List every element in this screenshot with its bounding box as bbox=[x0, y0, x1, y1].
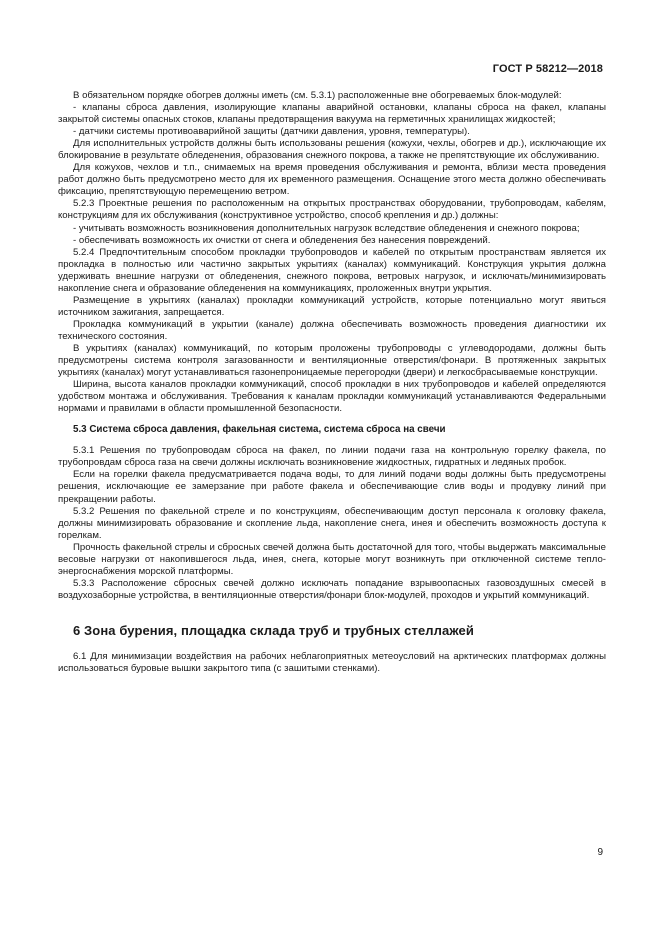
paragraph: Прочность факельной стрелы и сбросных свечей должна быть достаточной для того, чтобы выдержать максимальные весовые нагрузки от накопившегося льда, инея, снега, которые могут возникнуть при отключенной системе тепло- энергоснабжения морской платформы. bbox=[58, 541, 606, 577]
list-item: - клапаны сброса давления, изолирующие клапаны аварийной остановки, клапаны сброса на факел, клапаны закрытой системы опасных стоков, клапаны предотвращения вакуума на герметичных хранилищах жидкостей; bbox=[58, 102, 606, 126]
page-body bbox=[58, 90, 606, 675]
paragraph: Прокладка коммуникаций в укрытии (канале) должна обеспечивать возможность проведения диагностики их технического состояния. bbox=[58, 318, 606, 342]
document-code: ГОСТ Р 58212—2018 bbox=[492, 63, 603, 75]
paragraph: 5.3.3 Расположение сбросных свечей должно исключать попадание взрывоопасных газовоздушных смесей в воздухозаборные устройства, в вентиляционные отверстия/фонари блок-модулей, проходов и укрытий коммуникаций. bbox=[58, 577, 606, 601]
list-item: - датчики системы противоаварийной защиты (датчики давления, уровня, температуры). bbox=[73, 126, 470, 138]
paragraph: Для кожухов, чехлов и т.п., снимаемых на время проведения обслуживания и ремонта, вблизи места проведения работ должно быть предусмотрено место для их временного размещения. Оснащение этого места должно обеспечивать фиксацию, препятствующую перемещению ветром. bbox=[58, 162, 606, 198]
list-item: - учитывать возможность возникновения дополнительных нагрузок вследствие обледенения и снежного покрова; bbox=[73, 222, 580, 234]
section-heading-6: 6 Зона бурения, площадка склада труб и трубных стеллажей bbox=[73, 622, 474, 638]
list-item: - обеспечивать возможность их очистки от снега и обледенения без нанесения повреждений. bbox=[73, 234, 491, 246]
paragraph: Размещение в укрытиях (каналах) прокладки коммуникаций устройств, которые потенциально могут явиться источником зажигания, запрещается. bbox=[58, 294, 606, 318]
paragraph: Для исполнительных устройств должны быть использованы решения (кожухи, чехлы, обогрев и др.), исключающие их блокирование в результате обледенения, образования снежного покрова, а также не препятствующие их обслуживанию. bbox=[58, 138, 606, 162]
section-heading-5-3: 5.3 Система сброса давления, факельная система, система сброса на свечи bbox=[73, 424, 446, 436]
page-number: 9 bbox=[597, 847, 603, 858]
paragraph: 6.1 Для минимизации воздействия на рабочих неблагоприятных метеоусловий на арктических платформах должны использоваться буровые вышки закрытого типа (с зашитыми стенками). bbox=[58, 650, 606, 675]
paragraph: Ширина, высота каналов прокладки коммуникаций, способ прокладки в них трубопроводов и кабелей определяются удобством монтажа и обслуживания. Требования к каналам прокладки коммуникаций устанавливаются Федеральными нормами и правилами в области промышленной безопасности. bbox=[58, 379, 606, 415]
paragraph: В обязательном порядке обогрев должны иметь (см. 5.3.1) расположенные вне обогреваемых блок-модулей: bbox=[73, 90, 562, 101]
paragraph: Если на горелки факела предусматривается подача воды, то для линий подачи воды должны быть предусмотрены решения, исключающие ее замерзание при работе факела и обеспечивающие слив воды и продувку линий при прекращении работы. bbox=[58, 469, 606, 505]
paragraph: 5.2.3 Проектные решения по расположенным на открытых пространствах оборудовании, трубопроводам, кабелям, конструкциям для их обслуживания (конструктивное устройство, способ крепления и др.) должны: bbox=[58, 198, 606, 222]
paragraph: 5.2.4 Предпочтительным способом прокладки трубопроводов и кабелей по открытым пространствам является их прокладка в полностью или частично закрытых укрытиях (каналах) коммуникаций. Конструкция укрытия должна удерживать внешние нагрузки от обледенения, снежного покрова, ветровых нагрузок, и исключать/минимизировать накопление снега и образование обледенения на коммуникациях, проложенных внутри укрытия. bbox=[58, 246, 606, 294]
paragraph: 5.3.2 Решения по факельной стреле и по конструкциям, обеспечивающим доступ персонала к оголовку факела, должны минимизировать образование и скопление льда, накопление снега, инея и обеспечить возможность доступа к горелкам. bbox=[58, 505, 606, 541]
paragraph: 5.3.1 Решения по трубопроводам сброса на факел, по линии подачи газа на контрольную горелку факела, по трубопровдам сброса газа на свечи должны исключать возникновение жидкостных, гидратных и ледяных пробок. bbox=[58, 445, 606, 469]
paragraph: В укрытиях (каналах) коммуникаций, по которым проложены трубопроводы с углеводородами, должны быть предусмотрены система контроля загазованности и вентиляционные отверстия/фонари. В протяженных закрытых укрытиях (каналах) могут устанавливаться газонепроницаемые перегородки (двери) и легкосбрасываемые конструкции. bbox=[58, 342, 606, 379]
